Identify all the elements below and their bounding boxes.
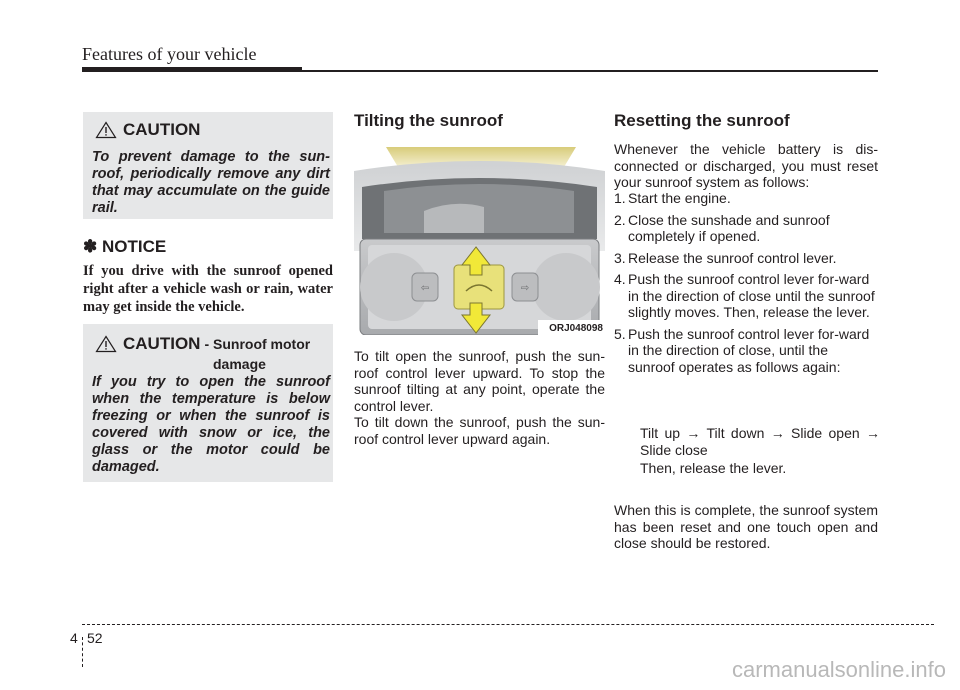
step-number: 1. <box>614 190 626 206</box>
list-item <box>614 271 878 321</box>
page-header-title: Features of your vehicle <box>82 44 257 64</box>
step-number: 3. <box>614 249 626 266</box>
caution-box-guide-rail <box>83 112 333 219</box>
tilting-paragraph-close: To tilt down the sunroof, push the sun-roof control lever upward again. <box>354 414 605 447</box>
list-item <box>614 212 878 245</box>
reset-sequence: Tilt up → Tilt down → Slide open → Slide close <box>640 425 880 458</box>
caution-box-sunroof-motor <box>83 324 333 482</box>
header-rule <box>82 67 302 72</box>
reset-final-paragraph: When this is complete, the sunroof system has been reset and one touch open and close should be restored. <box>614 502 878 551</box>
list-item <box>614 326 878 376</box>
step-number: 4. <box>614 271 626 287</box>
caution-subtitle: - Sunroof motor <box>204 336 311 352</box>
caution-text: To prevent damage to the sun-roof, periodically remove any dirt that may accumulate on the guide rail. <box>92 149 330 216</box>
notice-text: If you drive with the sunroof opened right after a vehicle wash or rain, water may get inside the vehicle. <box>83 263 333 315</box>
page-number: 52 <box>87 630 103 646</box>
footer-divider <box>82 637 83 667</box>
notice-heading: ✽ NOTICE <box>83 237 167 256</box>
caution-heading <box>95 334 310 354</box>
reset-release-note: Then, release the lever. <box>640 460 787 476</box>
step-text: Push the sunroof control lever for-ward in the direction of close until the sunroof slightly moves. Then, release the lever. <box>628 271 875 320</box>
image-code: ORJ048098 <box>549 323 603 334</box>
list-item <box>614 190 878 207</box>
warning-triangle-icon <box>95 335 117 353</box>
section-title-tilting: Tilting the sunroof <box>354 111 503 130</box>
step-text: Push the sunroof control lever for-ward in the direction of close, until the sunroof operates as follows again: <box>628 325 870 375</box>
caution-heading <box>95 120 200 140</box>
caution-subtitle-continued: damage <box>213 356 266 372</box>
section-title-resetting: Resetting the sunroof <box>614 111 790 130</box>
step-text: Release the sunroof control lever. <box>628 249 837 266</box>
chapter-number: 4 <box>70 630 78 646</box>
caution-label: CAUTION <box>123 334 201 353</box>
step-text: Close the sunshade and sunroof completely if opened. <box>628 211 830 244</box>
sunroof-control-photo <box>354 141 605 335</box>
footer-rule <box>82 624 934 625</box>
caution-label: CAUTION <box>123 120 201 139</box>
svg-text:⇨: ⇨ <box>520 283 530 294</box>
caution-text: If you try to open the sunroof when the temperature is below freezing or when the sunroof is covered with snow or ice, the glass or the motor could be damaged. <box>92 374 330 475</box>
reset-steps-list <box>614 190 878 380</box>
svg-text:⇦: ⇦ <box>420 283 430 294</box>
warning-triangle-icon <box>95 121 117 139</box>
tilting-paragraph-open: To tilt open the sunroof, push the sun-roof control lever upward. To stop the sunroof tilting at any point, operate the control lever. <box>354 348 605 414</box>
list-item <box>614 250 878 267</box>
resetting-intro: Whenever the vehicle battery is dis-connected or discharged, you must reset your sunroof system as follows: <box>614 141 878 190</box>
step-number: 2. <box>614 211 626 228</box>
watermark: carmanualsonline.info <box>731 657 946 682</box>
header-rule-thin <box>302 70 878 72</box>
step-number: 5. <box>614 325 626 342</box>
step-text: Start the engine. <box>628 190 731 206</box>
